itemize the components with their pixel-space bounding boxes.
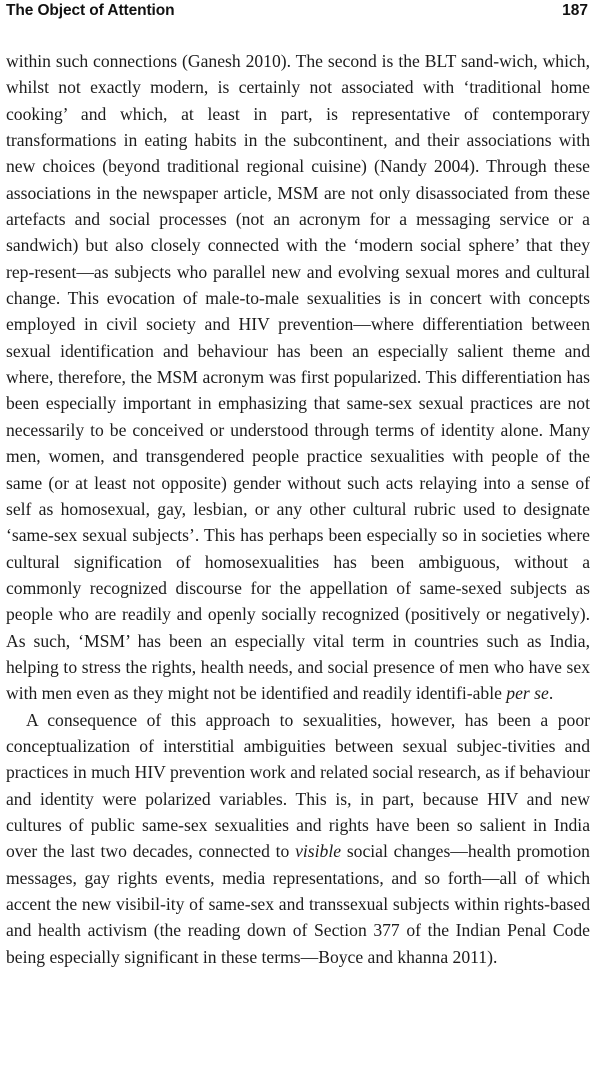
paragraph-text: . [548, 683, 554, 704]
chapter-title: The Object of Attention [6, 2, 175, 19]
paragraph-2 [6, 707, 590, 970]
page-number: 187 [562, 2, 588, 19]
running-header [6, 2, 590, 20]
body-text [6, 48, 590, 970]
paragraph-text: within such connections (Ganesh 2010). The second is the BLT sand-wich, which, whilst not exactly modern, is certainly not associated with ‘traditional home cooking’ and which, at least in part, is representative of contemporary transformations in eating habits in the subcontinent, and their associations with new choices (beyond traditional regional cuisine) (Nandy 2004). Through these associations in the newspaper article, MSM are not only disassociated from these artefacts and social processes (not an acronym for a messaging service or a sandwich) but also closely connected with the ‘modern social sphere’ that they rep-resent—as subjects who parallel new and evolving sexual mores and cultural change. This evocation of male-to-male sexualities is in concert with concepts employed in civil society and HIV prevention—where differentiation between sexual identification and behaviour has been an especially salient theme and where, therefore, the MSM acronym was first popularized. This differentiation has been especially important in emphasizing that same-sex sexual practices are not necessarily to be conceived or understood through terms of identity alone. Many men, women, and transgendered people practice sexualities with people of the same (or at least not opposite) gender without such acts relaying into a sense of self as homosexual, gay, lesbian, or any other cultural rubric used to designate ‘same-sex sexual subjects’. This has perhaps been especially so in societies where cultural signification of homosexualities has been ambiguous, without a commonly recognized discourse for the appellation of same-sexed subjects as people who are readily and openly socially recognized (positively or negatively). As such, ‘MSM’ has been an especially vital term in countries such as India, helping to stress the rights, health needs, and social presence of men who have sex with men even as they might not be identified and readily identifi-able [6, 51, 590, 704]
italic-word: visible [295, 841, 342, 862]
paragraph-1 [6, 48, 590, 707]
paragraph-text: social changes—health promotion messages, gay rights events, media representations, and so forth—all of which accent the new visibil-ity of same-sex and transsexual subjects within rights-based and health activism (the reading down of Section 377 of the Indian Penal Code being especially significant in these terms—Boyce and khanna 2011). [6, 841, 590, 967]
paragraph-text: A consequence of this approach to sexualities, however, has been a poor conceptualization of interstitial ambiguities between sexual subjec-tivities and practices in much HIV prevention work and related social research, as if behaviour and identity were polarized variables. This is, in part, because HIV and new cultures of public same-sex sexualities and rights have been so salient in India over the last two decades, connected to [6, 709, 590, 862]
italic-phrase: per se [506, 683, 549, 704]
